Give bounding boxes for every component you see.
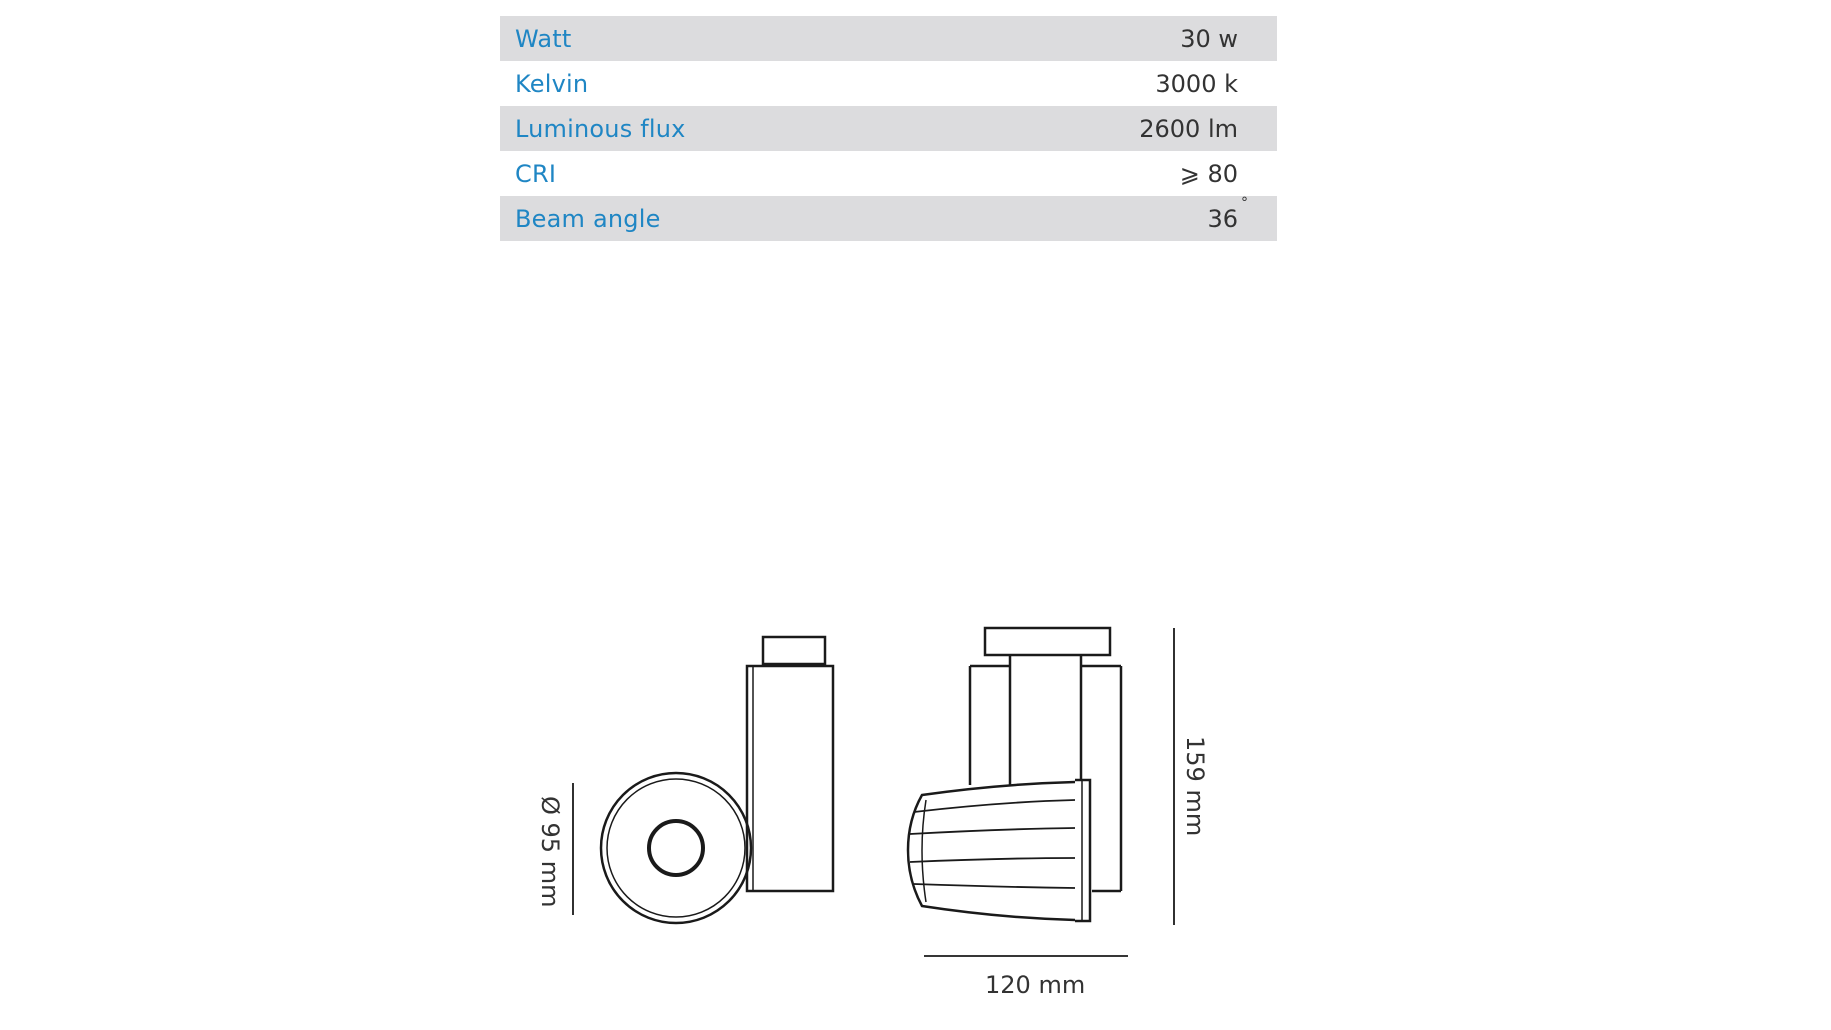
diameter-label: Ø 95 mm — [536, 796, 564, 908]
spec-value: 2600 lm — [1139, 114, 1238, 143]
spec-label: Beam angle — [515, 204, 661, 233]
lamp-inner-ring — [607, 779, 745, 917]
height-label: 159 mm — [1181, 736, 1209, 837]
spec-label: Luminous flux — [515, 114, 686, 143]
top-adapter — [763, 637, 825, 664]
front-view — [601, 773, 751, 923]
spec-value: ⩾ 80 — [1179, 159, 1238, 188]
spec-label: CRI — [515, 159, 557, 188]
side-view-body — [747, 637, 833, 891]
lamp-outer-ring — [601, 773, 751, 923]
spec-label: Kelvin — [515, 69, 589, 98]
spec-value: 3000 k — [1155, 69, 1238, 98]
lens-circle — [649, 821, 703, 875]
spec-value: 30 w — [1180, 24, 1238, 53]
body-rect — [747, 666, 833, 891]
right-view — [908, 628, 1121, 921]
degree-symbol: ° — [1241, 194, 1248, 211]
spec-label: Watt — [515, 24, 572, 53]
head-shell — [908, 782, 1075, 920]
beam-angle-number: 36 — [1207, 204, 1238, 233]
right-top-adapter — [985, 628, 1110, 655]
width-label: 120 mm — [985, 971, 1086, 999]
